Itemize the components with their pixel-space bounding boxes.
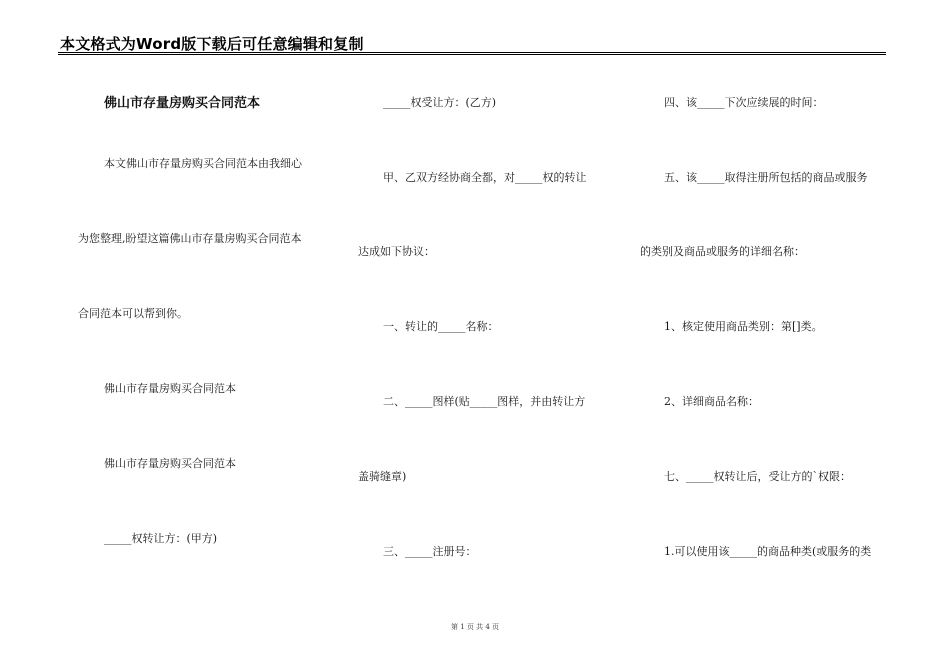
paragraph-line: 盖骑缝章) xyxy=(358,470,407,483)
paragraph-line: 三、_____注册号： xyxy=(383,545,477,558)
paragraph-line: 一、转让的_____名称： xyxy=(383,320,499,333)
paragraph-line: 2、详细商品名称： xyxy=(664,395,759,408)
paragraph-line: 合同范本可以帮到你。 xyxy=(78,307,188,320)
paragraph-line: 五、该_____取得注册所包括的商品或服务 xyxy=(664,171,868,184)
paragraph-line: 本文佛山市存量房购买合同范本由我细心 xyxy=(104,157,302,170)
header-banner: 本文格式为Word版下载后可任意编辑和复制 xyxy=(60,35,364,53)
page-number: 第 1 页 共 4 页 xyxy=(450,623,500,631)
document-title: 佛山市存量房购买合同范本 xyxy=(104,96,261,111)
paragraph-line: 1、核定使用商品类别：第[]类。 xyxy=(664,320,823,333)
header-rule xyxy=(58,52,886,53)
header-rule xyxy=(58,54,886,55)
paragraph-line: 七、_____权转让后，受让方的`权限： xyxy=(664,470,851,483)
paragraph-line: 1.可以使用该_____的商品种类(或服务的类 xyxy=(664,545,872,558)
paragraph-line: 甲、乙双方经协商全都，对_____权的转让 xyxy=(383,171,587,184)
paragraph-line: 的类别及商品或服务的详细名称： xyxy=(640,245,805,258)
paragraph-line: 四、该_____下次应续展的时间： xyxy=(664,96,824,109)
paragraph-line: 为您整理,盼望这篇佛山市存量房购买合同范本 xyxy=(78,232,302,245)
paragraph-line: 佛山市存量房购买合同范本 xyxy=(104,382,236,395)
paragraph-line: _____权受让方：(乙方) xyxy=(383,96,497,109)
paragraph-line: 二、_____图样(贴_____图样，并由转让方 xyxy=(383,395,586,408)
paragraph-line: _____权转让方：(甲方) xyxy=(104,532,218,545)
paragraph-line: 佛山市存量房购买合同范本 xyxy=(104,457,236,470)
paragraph-line: 达成如下协议： xyxy=(358,245,435,258)
